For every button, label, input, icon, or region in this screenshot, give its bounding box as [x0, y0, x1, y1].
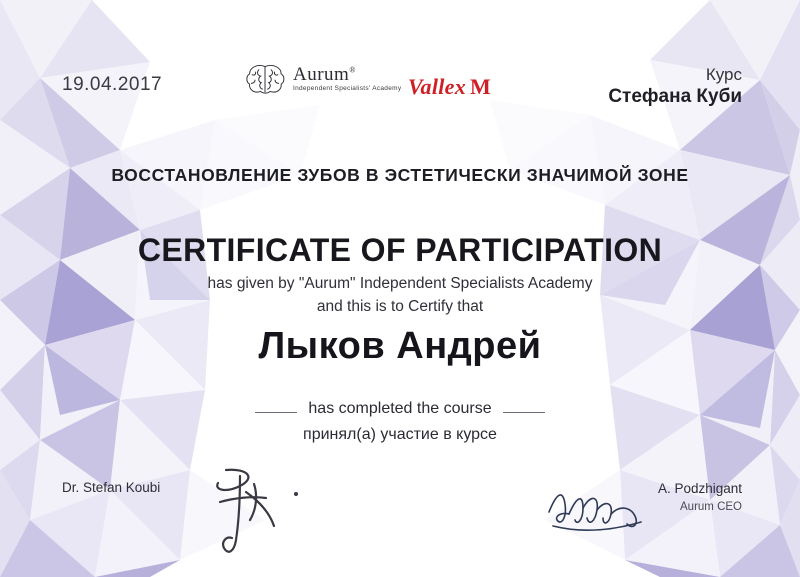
certify-that-line: and this is to Certify that	[316, 298, 484, 315]
vallex-suffix: M	[470, 74, 492, 99]
aurum-trademark: ®	[349, 65, 356, 75]
brain-icon	[243, 62, 287, 96]
completed-text: has completed the course	[308, 400, 492, 417]
participle-text: принял(а) участие в курсе	[303, 426, 497, 443]
signature-right-name: A. Podzhigant	[657, 481, 742, 496]
course-author-block	[608, 64, 742, 109]
certificate-heading: CERTIFICATE OF PARTICIPATION	[137, 232, 663, 268]
issue-date: 19.04.2017	[62, 74, 163, 95]
vallex-logo	[408, 74, 491, 100]
recipient-name: Лыков Андрей	[258, 325, 542, 367]
vallex-wordmark: Vallex	[408, 74, 467, 99]
aurum-logo	[243, 62, 401, 96]
signature-right-block	[658, 480, 742, 515]
aurum-subtitle: Independent Specialists' Academy	[293, 85, 402, 93]
signature-right-mark	[543, 482, 653, 542]
signature-left-name: Dr. Stefan Koubi	[62, 480, 161, 495]
course-label: Курс	[705, 65, 742, 84]
given-by-line: has given by "Aurum" Independent Specialists Academy	[207, 275, 593, 292]
signature-right-role: Aurum CEO	[680, 500, 742, 513]
course-author-name: Стефана Куби	[608, 86, 742, 108]
course-title: ВОССТАНОВЛЕНИЕ ЗУБОВ В ЭСТЕТИЧЕСКИ ЗНАЧИМОЙ ЗОНЕ	[111, 165, 689, 185]
signature-left-mark	[196, 462, 316, 557]
completed-row	[0, 400, 800, 418]
aurum-wordmark: Aurum	[293, 64, 350, 86]
